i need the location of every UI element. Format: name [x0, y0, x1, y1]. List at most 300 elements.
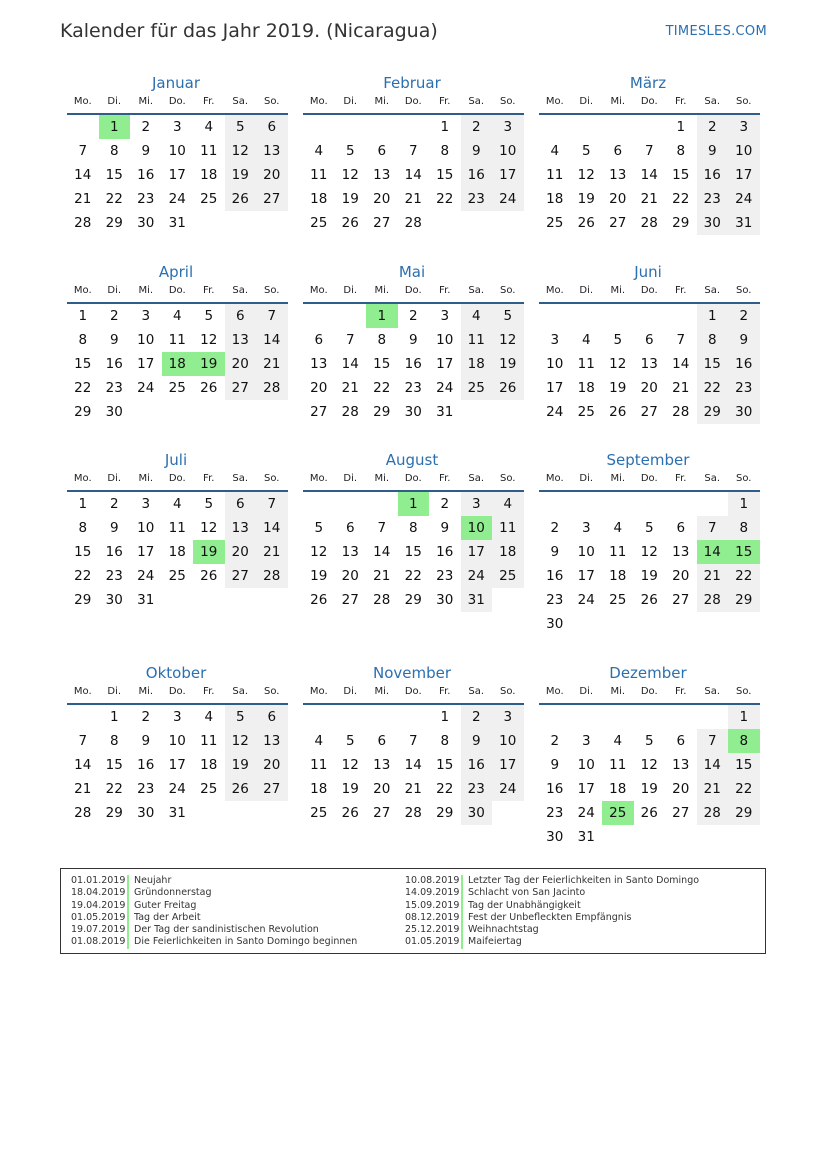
day-cell: 14 — [404, 167, 422, 183]
legend-date: 19.04.2019 — [61, 900, 129, 912]
day-cell: 31 — [461, 588, 493, 612]
day-cell: 19 — [640, 568, 658, 584]
week-row — [303, 705, 524, 729]
day-cell: 30 — [105, 592, 123, 608]
empty-cell — [193, 588, 225, 612]
weekday-label: Do. — [404, 285, 422, 296]
weekday-label: Do. — [640, 473, 658, 484]
day-cell: 13 — [225, 516, 257, 540]
day-cell: 23 — [461, 777, 493, 801]
day-cell: 3 — [141, 308, 151, 324]
weekday-label: So. — [264, 285, 280, 296]
empty-cell — [634, 115, 666, 139]
day-cell: 12 — [640, 544, 658, 560]
day-cell: 20 — [672, 781, 690, 797]
day-cell: 5 — [345, 733, 355, 749]
day-cell: 10 — [546, 356, 564, 372]
day-cell: 22 — [728, 777, 760, 801]
day-cell: 2 — [550, 733, 560, 749]
day-cell: 11 — [168, 520, 186, 536]
day-cell: 15 — [404, 544, 422, 560]
empty-cell — [634, 612, 666, 636]
legend-item — [61, 936, 357, 948]
month-name: März — [629, 74, 667, 92]
empty-cell — [492, 211, 524, 235]
weekday-label: Do. — [404, 96, 422, 107]
empty-cell — [162, 588, 194, 612]
weekday-label: So. — [500, 285, 516, 296]
day-cell: 28 — [697, 801, 729, 825]
day-cell: 11 — [310, 757, 328, 773]
weekday-label: So. — [736, 285, 752, 296]
empty-cell — [571, 705, 603, 729]
week-row — [67, 516, 288, 540]
day-cell: 4 — [204, 119, 214, 135]
weekday-label: Di. — [343, 285, 358, 296]
day-cell: 27 — [310, 404, 328, 420]
day-cell: 24 — [577, 592, 595, 608]
day-cell: 14 — [256, 516, 288, 540]
weekday-label: Di. — [579, 96, 594, 107]
day-cell: 6 — [676, 520, 686, 536]
day-cell: 25 — [310, 215, 328, 231]
day-cell: 2 — [141, 119, 151, 135]
day-cell: 8 — [440, 733, 450, 749]
empty-cell — [193, 801, 225, 825]
week-row — [67, 492, 288, 516]
weekday-label: Fr. — [203, 473, 215, 484]
day-cell: 16 — [137, 167, 155, 183]
day-cell: 13 — [373, 167, 391, 183]
weekday-label: Mi. — [610, 473, 626, 484]
weekday-label: Sa. — [232, 96, 249, 107]
day-cell: 2 — [697, 115, 729, 139]
day-cell: 11 — [492, 516, 524, 540]
day-cell: 14 — [256, 328, 288, 352]
day-cell: 5 — [204, 308, 214, 324]
empty-cell — [602, 825, 634, 849]
weekday-label: Mi. — [138, 473, 154, 484]
day-cell: 27 — [640, 404, 658, 420]
legend-item — [61, 912, 357, 924]
month-april — [67, 261, 288, 424]
day-cell: 7 — [408, 733, 418, 749]
day-cell: 6 — [225, 492, 257, 516]
weekday-label: Mo. — [309, 96, 328, 107]
week-row — [67, 705, 288, 729]
weekday-header — [67, 283, 288, 304]
day-cell: 12 — [310, 544, 328, 560]
day-cell: 27 — [256, 187, 288, 211]
day-cell: 7 — [377, 520, 387, 536]
legend-holiday-name: Schlacht von San Jacinto — [468, 887, 586, 899]
day-cell: 9 — [461, 139, 493, 163]
day-cell: 11 — [546, 167, 564, 183]
day-cell: 2 — [461, 705, 493, 729]
day-cell: 11 — [200, 143, 218, 159]
day-cell: 18 — [577, 380, 595, 396]
day-cell: 18 — [492, 540, 524, 564]
weekday-label: Fr. — [675, 686, 687, 697]
day-cell: 29 — [728, 801, 760, 825]
legend-item — [61, 887, 357, 899]
day-cell: 3 — [172, 709, 182, 725]
day-cell: 21 — [404, 191, 422, 207]
day-cell: 24 — [492, 777, 524, 801]
month-juni — [539, 261, 760, 424]
day-cell: 30 — [436, 592, 454, 608]
empty-cell — [225, 400, 257, 424]
weekday-label: So. — [500, 686, 516, 697]
weekday-label: Mi. — [374, 96, 390, 107]
week-row — [539, 187, 760, 211]
day-cell: 30 — [404, 404, 422, 420]
day-cell: 25 — [492, 564, 524, 588]
legend-holiday-name: Der Tag der sandinistischen Revolution — [134, 924, 319, 936]
day-cell: 10 — [137, 520, 155, 536]
day-cell: 28 — [697, 588, 729, 612]
day-cell: 4 — [581, 332, 591, 348]
day-cell: 24 — [168, 191, 186, 207]
month-oktober — [67, 662, 288, 825]
weekday-label: Mo. — [73, 686, 92, 697]
day-cell: 22 — [105, 191, 123, 207]
empty-cell — [492, 588, 524, 612]
holiday-day-cell: 14 — [697, 540, 729, 564]
month-name: April — [158, 263, 194, 281]
day-cell: 28 — [256, 376, 288, 400]
day-cell: 17 — [137, 356, 155, 372]
day-cell: 7 — [697, 729, 729, 753]
day-cell: 15 — [74, 356, 92, 372]
empty-cell — [225, 801, 257, 825]
week-row — [303, 115, 524, 139]
day-cell: 13 — [373, 757, 391, 773]
day-cell: 26 — [225, 187, 257, 211]
week-row — [67, 211, 288, 235]
day-cell: 24 — [168, 781, 186, 797]
brand-logo[interactable]: TIMESLES.COM — [665, 24, 767, 39]
weekday-label: Fr. — [203, 96, 215, 107]
day-cell: 19 — [310, 568, 328, 584]
day-cell: 15 — [373, 356, 391, 372]
day-cell: 23 — [105, 568, 123, 584]
empty-cell — [256, 588, 288, 612]
legend-date: 01.05.2019 — [61, 912, 129, 924]
day-cell: 31 — [168, 805, 186, 821]
day-cell: 11 — [461, 328, 493, 352]
weekday-label: Di. — [579, 686, 594, 697]
day-cell: 10 — [492, 729, 524, 753]
weekday-label: Sa. — [704, 686, 721, 697]
day-cell: 17 — [436, 356, 454, 372]
day-cell: 25 — [200, 191, 218, 207]
day-cell: 8 — [676, 143, 686, 159]
holiday-day-cell: 19 — [193, 540, 225, 564]
day-cell: 23 — [105, 380, 123, 396]
day-cell: 12 — [225, 729, 257, 753]
day-cell: 6 — [256, 115, 288, 139]
weekday-label: Di. — [343, 686, 358, 697]
day-cell: 15 — [74, 544, 92, 560]
weekday-label: Do. — [404, 686, 422, 697]
day-cell: 1 — [440, 119, 450, 135]
legend-column-left — [61, 875, 357, 949]
day-cell: 26 — [609, 404, 627, 420]
empty-cell — [539, 492, 571, 516]
week-row — [303, 187, 524, 211]
day-cell: 28 — [640, 215, 658, 231]
empty-cell — [398, 705, 430, 729]
weekday-label: Mi. — [138, 686, 154, 697]
day-cell: 24 — [137, 380, 155, 396]
empty-cell — [67, 115, 99, 139]
day-cell: 19 — [492, 352, 524, 376]
day-cell: 23 — [137, 781, 155, 797]
day-cell: 15 — [697, 352, 729, 376]
day-cell: 10 — [728, 139, 760, 163]
week-row — [539, 801, 760, 825]
day-cell: 19 — [341, 191, 359, 207]
week-row — [539, 400, 760, 424]
weekday-label: Do. — [168, 686, 186, 697]
empty-cell — [130, 400, 162, 424]
day-cell: 3 — [492, 705, 524, 729]
day-cell: 27 — [672, 592, 690, 608]
day-cell: 29 — [74, 592, 92, 608]
weekday-label: Mo. — [545, 473, 564, 484]
day-cell: 3 — [492, 115, 524, 139]
month-dezember — [539, 662, 760, 849]
weekday-label: Mi. — [610, 686, 626, 697]
week-row — [67, 352, 288, 376]
day-cell: 20 — [310, 380, 328, 396]
day-cell: 12 — [577, 167, 595, 183]
day-cell: 8 — [78, 520, 88, 536]
holiday-day-cell: 1 — [366, 304, 398, 328]
day-cell: 9 — [109, 520, 119, 536]
day-cell: 24 — [436, 380, 454, 396]
empty-cell — [461, 211, 493, 235]
day-cell: 27 — [341, 592, 359, 608]
month-name: Dezember — [609, 664, 687, 682]
day-cell: 21 — [697, 564, 729, 588]
day-cell: 24 — [137, 568, 155, 584]
day-cell: 4 — [314, 733, 324, 749]
weekday-label: Mi. — [374, 285, 390, 296]
day-cell: 2 — [408, 308, 418, 324]
empty-cell — [256, 400, 288, 424]
legend-holiday-name: Letzter Tag der Feierlichkeiten in Santo Domingo — [468, 875, 700, 886]
day-cell: 27 — [373, 805, 391, 821]
day-cell: 21 — [256, 540, 288, 564]
day-cell: 8 — [697, 328, 729, 352]
week-row — [303, 211, 524, 235]
day-cell: 9 — [440, 520, 450, 536]
weekday-header — [539, 283, 760, 304]
day-cell: 10 — [436, 332, 454, 348]
day-cell: 24 — [546, 404, 564, 420]
day-cell: 26 — [225, 777, 257, 801]
day-cell: 23 — [137, 191, 155, 207]
day-cell: 3 — [581, 520, 591, 536]
weekday-label: Mo. — [309, 285, 328, 296]
day-cell: 20 — [373, 191, 391, 207]
weekday-label: Do. — [640, 96, 658, 107]
day-cell: 4 — [613, 520, 623, 536]
weekday-label: Mi. — [138, 96, 154, 107]
day-cell: 23 — [404, 380, 422, 396]
day-cell: 29 — [105, 805, 123, 821]
day-cell: 21 — [341, 380, 359, 396]
holiday-day-cell: 19 — [193, 352, 225, 376]
day-cell: 2 — [461, 115, 493, 139]
day-cell: 12 — [609, 356, 627, 372]
week-row — [303, 753, 524, 777]
weekday-header — [67, 684, 288, 705]
legend-date: 01.05.2019 — [395, 936, 463, 948]
day-cell: 1 — [728, 705, 760, 729]
day-cell: 17 — [492, 163, 524, 187]
weekday-label: Do. — [404, 473, 422, 484]
day-cell: 30 — [697, 211, 729, 235]
legend-date: 25.12.2019 — [395, 924, 463, 936]
day-cell: 3 — [440, 308, 450, 324]
month-februar — [303, 72, 524, 235]
day-cell: 14 — [640, 167, 658, 183]
day-cell: 6 — [256, 705, 288, 729]
day-cell: 16 — [436, 544, 454, 560]
day-cell: 29 — [697, 400, 729, 424]
day-cell: 8 — [728, 516, 760, 540]
day-cell: 14 — [74, 757, 92, 773]
day-cell: 22 — [404, 568, 422, 584]
legend-date: 14.09.2019 — [395, 887, 463, 899]
day-cell: 19 — [225, 753, 257, 777]
holiday-legend — [60, 868, 766, 954]
day-cell: 26 — [200, 380, 218, 396]
day-cell: 14 — [672, 356, 690, 372]
legend-item — [395, 875, 699, 887]
weekday-label: Fr. — [203, 285, 215, 296]
day-cell: 22 — [373, 380, 391, 396]
day-cell: 14 — [697, 753, 729, 777]
weekday-label: Sa. — [704, 96, 721, 107]
day-cell: 23 — [546, 592, 564, 608]
day-cell: 8 — [408, 520, 418, 536]
weekday-label: Sa. — [232, 473, 249, 484]
legend-date: 08.12.2019 — [395, 912, 463, 924]
empty-cell — [256, 211, 288, 235]
week-row — [67, 115, 288, 139]
empty-cell — [335, 705, 367, 729]
day-cell: 21 — [672, 380, 690, 396]
week-row — [303, 139, 524, 163]
day-cell: 12 — [341, 167, 359, 183]
day-cell: 23 — [728, 376, 760, 400]
month-name: Januar — [152, 74, 200, 92]
weekday-label: Di. — [107, 686, 122, 697]
day-cell: 16 — [137, 757, 155, 773]
day-cell: 4 — [204, 709, 214, 725]
day-cell: 21 — [404, 781, 422, 797]
weekday-label: Mo. — [545, 285, 564, 296]
week-row — [303, 492, 524, 516]
day-cell: 4 — [492, 492, 524, 516]
day-cell: 25 — [200, 781, 218, 797]
empty-cell — [602, 304, 634, 328]
week-row — [303, 540, 524, 564]
week-row — [539, 825, 760, 849]
month-januar — [67, 72, 288, 235]
day-cell: 25 — [546, 215, 564, 231]
week-row — [303, 777, 524, 801]
day-cell: 6 — [314, 332, 324, 348]
month-name: Oktober — [145, 664, 207, 682]
day-cell: 27 — [256, 777, 288, 801]
day-cell: 12 — [225, 139, 257, 163]
day-cell: 16 — [105, 544, 123, 560]
day-cell: 14 — [74, 167, 92, 183]
day-cell: 15 — [436, 167, 454, 183]
month-september — [539, 449, 760, 636]
day-cell: 12 — [640, 757, 658, 773]
empty-cell — [398, 115, 430, 139]
weekday-label: Fr. — [675, 96, 687, 107]
day-cell: 27 — [225, 376, 257, 400]
day-cell: 26 — [640, 805, 658, 821]
weekday-label: Mo. — [73, 473, 92, 484]
week-row — [539, 588, 760, 612]
weekday-label: Fr. — [675, 285, 687, 296]
weekday-header — [539, 94, 760, 115]
holiday-day-cell: 1 — [398, 492, 430, 516]
day-cell: 18 — [168, 544, 186, 560]
day-cell: 5 — [613, 332, 623, 348]
weekday-label: Sa. — [232, 285, 249, 296]
day-cell: 30 — [105, 404, 123, 420]
weekday-header — [67, 94, 288, 115]
day-cell: 1 — [78, 308, 88, 324]
legend-date: 01.01.2019 — [61, 875, 129, 887]
empty-cell — [335, 115, 367, 139]
empty-cell — [539, 304, 571, 328]
day-cell: 1 — [78, 496, 88, 512]
day-cell: 29 — [728, 588, 760, 612]
day-cell: 5 — [644, 520, 654, 536]
week-row — [539, 705, 760, 729]
empty-cell — [665, 825, 697, 849]
week-row — [67, 801, 288, 825]
weekday-label: Mi. — [610, 285, 626, 296]
day-cell: 11 — [577, 356, 595, 372]
day-cell: 15 — [436, 757, 454, 773]
day-cell: 13 — [672, 757, 690, 773]
day-cell: 11 — [200, 733, 218, 749]
holiday-day-cell: 10 — [461, 516, 493, 540]
week-row — [539, 612, 760, 636]
day-cell: 9 — [728, 328, 760, 352]
week-row — [539, 352, 760, 376]
day-cell: 4 — [461, 304, 493, 328]
empty-cell — [335, 304, 367, 328]
weekday-header — [303, 94, 524, 115]
day-cell: 2 — [141, 709, 151, 725]
weekday-label: Fr. — [439, 473, 451, 484]
day-cell: 26 — [200, 568, 218, 584]
weekday-label: Fr. — [439, 96, 451, 107]
day-cell: 31 — [137, 592, 155, 608]
